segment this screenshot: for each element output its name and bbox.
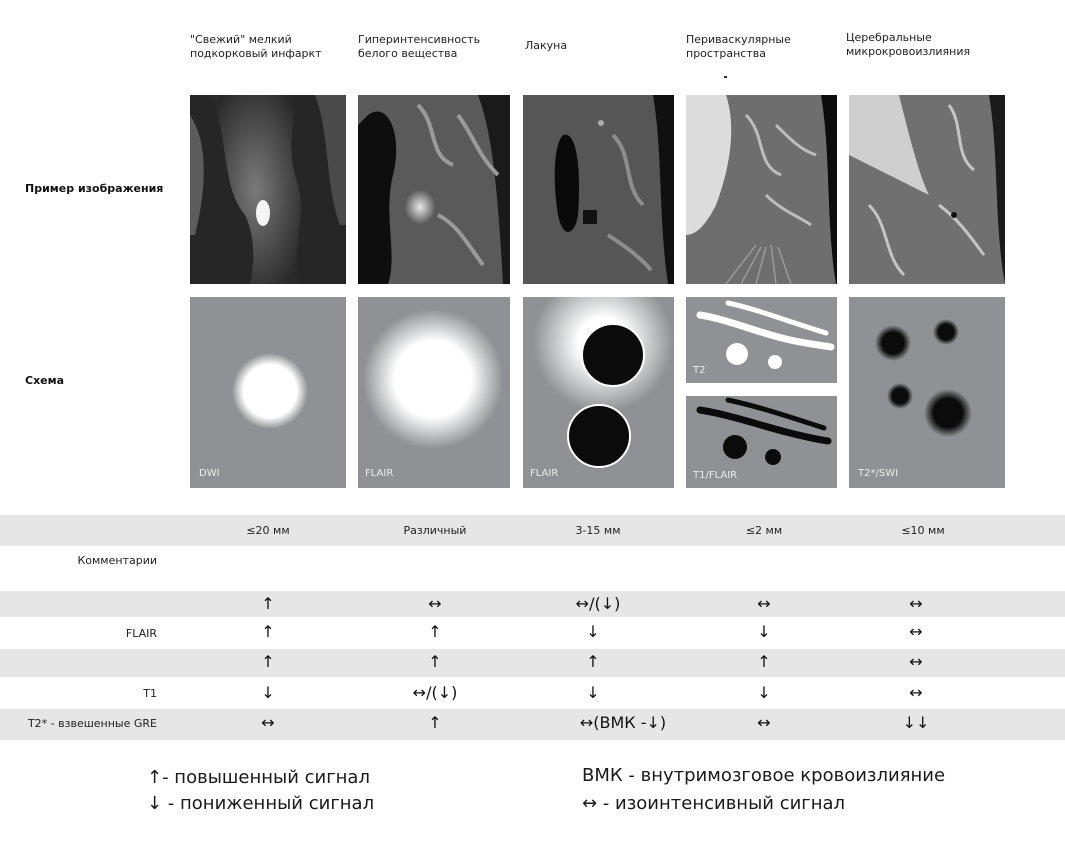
schema-panel-perivascular-t2 <box>686 297 837 383</box>
signal-cell: ↑ <box>428 622 442 641</box>
size-cell: 3-15 мм <box>575 524 621 537</box>
mri-image-infarct <box>190 95 346 284</box>
signal-row-label: FLAIR <box>125 627 157 640</box>
signal-cell: ↑ <box>261 594 275 613</box>
mri-image-perivascular <box>686 95 837 284</box>
schema-panel-perivascular-t1 <box>686 396 837 488</box>
signal-cell: ↔ <box>757 594 771 613</box>
schema-label: T2 <box>693 365 706 376</box>
signal-cell: ↓ <box>757 683 771 702</box>
signal-cell: ↔ <box>909 683 923 702</box>
stray-dot <box>724 76 727 78</box>
signal-cell: ↓ <box>757 622 771 641</box>
signal-cell: ↔ <box>909 652 923 671</box>
signal-cell: ↔ <box>757 713 771 732</box>
signal-cell: ↔/(↓) <box>575 594 621 613</box>
lesion-circle <box>363 309 503 449</box>
signal-cell: ↓ <box>586 622 600 641</box>
signal-cell: ↑ <box>428 652 442 671</box>
schema-panel-wmh <box>358 297 510 488</box>
signal-cell: ↑ <box>428 713 442 732</box>
schema-panel-lacune <box>523 297 674 488</box>
legend-up: ↑- повышенный сигнал <box>147 767 370 788</box>
size-cell: Различный <box>403 524 467 537</box>
mri-image-microbleeds <box>849 95 1005 284</box>
size-cell: ≤10 мм <box>901 524 945 537</box>
signal-cell: ↑ <box>261 652 275 671</box>
signal-row-label: T1 <box>143 687 157 700</box>
signal-cell: ↔ <box>261 713 275 732</box>
legend-iso: ↔ - изоинтенсивный сигнал <box>582 793 846 814</box>
row-label-image-example: Пример изображения <box>25 182 164 195</box>
size-cell: ≤2 мм <box>745 524 783 537</box>
column-header-wmh: Гиперинтенсивность белого вещества <box>358 33 481 60</box>
mri-image-lacune <box>523 95 674 284</box>
signal-cell: ↑ <box>586 652 600 671</box>
column-header-microbleeds: Церебральные микрокровоизлияния <box>846 31 971 58</box>
lacune-circle-bottom <box>568 405 630 467</box>
column-header-infarct: "Свежий" мелкий подкорковый инфаркт <box>190 33 322 60</box>
signal-cell: ↓↓ <box>902 713 930 732</box>
signal-cell: ↑ <box>757 652 771 671</box>
signal-cell: ↓ <box>586 683 600 702</box>
row-label-comments: Комментарии <box>77 554 157 567</box>
signal-cell: ↔ <box>428 594 442 613</box>
schema-label: T1/FLAIR <box>693 470 738 481</box>
schema-label: T2*/SWI <box>858 468 899 479</box>
legend-vmk: ВМК - внутримозговое кровоизлияние <box>582 765 946 786</box>
column-header-perivascular: Периваскулярные пространства <box>686 33 791 60</box>
schema-label: DWI <box>199 468 220 479</box>
column-header-lacune: Лакуна <box>525 39 568 52</box>
row-label-schema: Схема <box>25 374 65 387</box>
lesion-circle <box>232 353 308 429</box>
schema-panel-microbleeds <box>849 297 1005 488</box>
legend-down: ↓ - пониженный сигнал <box>147 793 375 814</box>
signal-cell: ↔ <box>909 594 923 613</box>
signal-cell: ↔ <box>909 622 923 641</box>
lacune-circle-top <box>582 324 644 386</box>
signal-cell: ↔/(↓) <box>412 683 458 702</box>
schema-panel-infarct <box>190 297 346 488</box>
size-cell: ≤20 мм <box>246 524 290 537</box>
signal-cell: ↑ <box>261 622 275 641</box>
signal-cell: ↓ <box>261 683 275 702</box>
signal-cell: ↔(ВМК -↓) <box>579 713 667 732</box>
schema-label: FLAIR <box>365 468 394 479</box>
signal-row-label: T2* - взвешенные GRE <box>27 717 157 730</box>
mri-image-wmh <box>358 95 510 284</box>
schema-label: FLAIR <box>530 468 559 479</box>
